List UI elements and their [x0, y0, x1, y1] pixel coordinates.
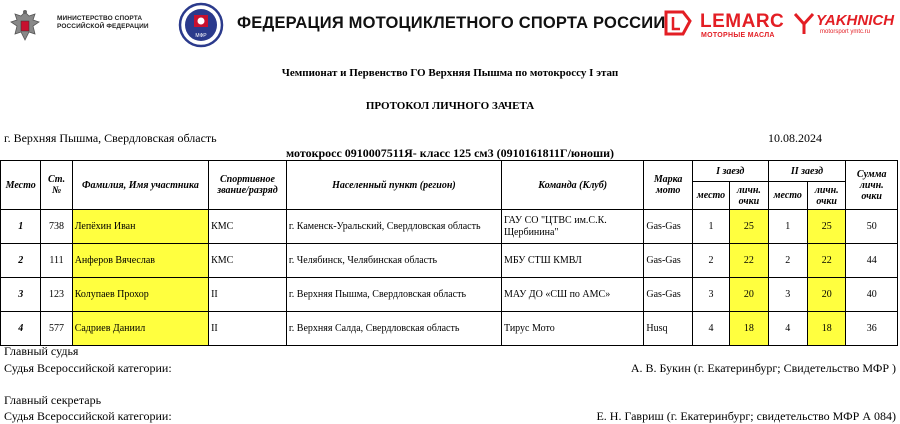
- class-title: мотокросс 0910007511Я- класс 125 см3 (0910161811Г/юноши): [285, 146, 615, 160]
- cell-team: Тирус Мото: [501, 312, 643, 346]
- cell-sum: 40: [846, 278, 898, 312]
- cell-name: Анферов Вячеслав: [72, 244, 208, 278]
- cell-locality: г. Челябинск, Челябинская область: [286, 244, 501, 278]
- secretary-category-label: Судья Всероссийской категории:: [4, 409, 172, 423]
- cell-race1-place: 4: [692, 312, 729, 346]
- cell-rank: II: [209, 312, 287, 346]
- table-row: [1, 278, 898, 312]
- header-locality: Населенный пункт (регион): [286, 161, 501, 210]
- cell-start-num: 111: [41, 244, 72, 278]
- header-race1: I заезд: [692, 161, 768, 182]
- cell-sum: 36: [846, 312, 898, 346]
- cell-place: 4: [1, 312, 41, 346]
- chief-secretary-name: Е. Н. Гавриш (г. Екатеринбург; свидетельство МФР А 084): [596, 409, 896, 423]
- cell-moto: Gas-Gas: [644, 210, 692, 244]
- header-start-num: Ст. №: [41, 161, 72, 210]
- lemarc-logo-icon: [663, 9, 693, 37]
- cell-race1-place: 1: [692, 210, 729, 244]
- yakhnich-subtitle: motorsport ymtc.ru: [820, 29, 871, 35]
- cell-place: 2: [1, 244, 41, 278]
- ministry-name: МИНИСТЕРСТВО СПОРТА РОССИЙСКОЙ ФЕДЕРАЦИИ: [57, 15, 149, 30]
- cell-team: МБУ СТШ КМВЛ: [501, 244, 643, 278]
- cell-name: Лепёхин Иван: [72, 210, 208, 244]
- page-header: [0, 0, 900, 50]
- header-moto: Марка мото: [644, 161, 692, 210]
- event-title: Чемпионат и Первенство ГО Верхняя Пышма по мотокроссу I этап: [281, 67, 619, 79]
- cell-team: ГАУ СО "ЦТВС им.С.К. Щербинина": [501, 210, 643, 244]
- cell-place: 3: [1, 278, 41, 312]
- cell-race2-points: 25: [808, 210, 846, 244]
- cell-race2-points: 18: [808, 312, 846, 346]
- cell-name: Колупаев Прохор: [72, 278, 208, 312]
- yakhnich-wordmark: YAKHNICH: [816, 12, 895, 29]
- cell-race1-place: 2: [692, 244, 729, 278]
- header-race1-points: личн. очки: [730, 182, 768, 210]
- header-name: Фамилия, Имя участника: [72, 161, 208, 210]
- lemarc-wordmark: LEMARC: [700, 11, 785, 32]
- cell-race1-points: 18: [730, 312, 768, 346]
- table-row: [1, 210, 898, 244]
- cell-race1-place: 3: [692, 278, 729, 312]
- chief-judge-label: Главный судья: [4, 344, 79, 358]
- cell-team: МАУ ДО «СШ по АМС»: [501, 278, 643, 312]
- cell-race2-place: 3: [768, 278, 807, 312]
- cell-locality: г. Верхняя Салда, Свердловская область: [286, 312, 501, 346]
- table-row: [1, 244, 898, 278]
- chief-judge-name: А. В. Букин (г. Екатеринбург; Свидетельство МФР ): [630, 361, 896, 375]
- cell-race1-points: 25: [730, 210, 768, 244]
- cell-moto: Gas-Gas: [644, 278, 692, 312]
- header-race2-place: место: [768, 182, 807, 210]
- cell-race2-place: 1: [768, 210, 807, 244]
- cell-moto: Husq: [644, 312, 692, 346]
- cell-race1-points: 22: [730, 244, 768, 278]
- yakhnich-logo-icon: [792, 10, 816, 36]
- cell-start-num: 738: [41, 210, 72, 244]
- cell-moto: Gas-Gas: [644, 244, 692, 278]
- header-rank: Спортивное звание/разряд: [209, 161, 287, 210]
- header-team: Команда (Клуб): [501, 161, 643, 210]
- header-race1-place: место: [692, 182, 729, 210]
- cell-rank: КМС: [209, 210, 287, 244]
- cell-race2-points: 22: [808, 244, 846, 278]
- cell-sum: 50: [846, 210, 898, 244]
- cell-locality: г. Верхняя Пышма, Свердловская область: [286, 278, 501, 312]
- cell-place: 1: [1, 210, 41, 244]
- cell-start-num: 123: [41, 278, 72, 312]
- federation-title: ФЕДЕРАЦИЯ МОТОЦИКЛЕТНОГО СПОРТА РОССИИ: [237, 14, 666, 32]
- cell-start-num: 577: [41, 312, 72, 346]
- table-row: [1, 312, 898, 346]
- cell-rank: II: [209, 278, 287, 312]
- cell-race2-place: 2: [768, 244, 807, 278]
- cell-rank: КМС: [209, 244, 287, 278]
- header-race2-points: личн. очки: [808, 182, 846, 210]
- judge-category-label: Судья Всероссийской категории:: [4, 361, 172, 375]
- header-sum: Сумма личн. очки: [846, 161, 898, 210]
- cell-name: Садриев Даниил: [72, 312, 208, 346]
- cell-race2-place: 4: [768, 312, 807, 346]
- header-race2: II заезд: [768, 161, 846, 182]
- cell-race2-points: 20: [808, 278, 846, 312]
- table-header-row: [1, 161, 898, 182]
- lemarc-subtitle: МОТОРНЫЕ МАСЛА: [701, 32, 775, 39]
- cell-sum: 44: [846, 244, 898, 278]
- chief-secretary-label: Главный секретарь: [4, 393, 102, 407]
- results-table: [0, 160, 898, 346]
- svg-text:МФР: МФР: [195, 33, 207, 39]
- cell-locality: г. Каменск-Уральский, Свердловская область: [286, 210, 501, 244]
- event-date: 10.08.2024: [768, 131, 822, 145]
- header-place: Место: [1, 161, 41, 210]
- ministry-emblem-icon: [5, 6, 45, 46]
- venue-city: г. Верхняя Пышма, Свердловская область: [4, 131, 217, 145]
- protocol-title: ПРОТОКОЛ ЛИЧНОГО ЗАЧЕТА: [365, 100, 535, 112]
- mfr-logo-icon: [178, 2, 224, 48]
- cell-race1-points: 20: [730, 278, 768, 312]
